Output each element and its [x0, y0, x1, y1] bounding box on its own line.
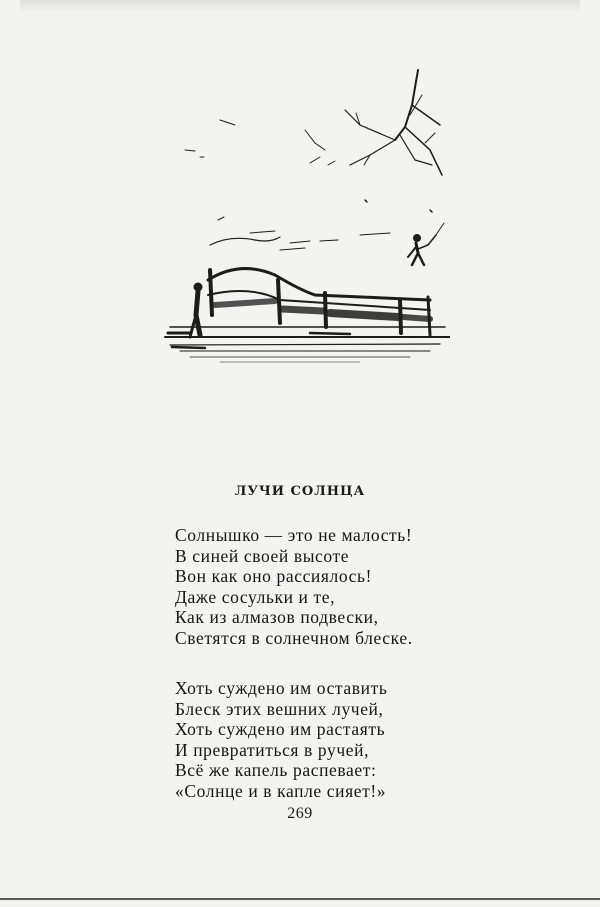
poem-line: Блеск этих вешних лучей, [175, 698, 384, 719]
poem-stanza-2 [175, 678, 387, 801]
poem-line: Даже сосульки и те, [175, 586, 336, 607]
poem-line: Всё же капель распевает: [175, 760, 377, 780]
page-number: 269 [287, 805, 313, 822]
poem-line: «Солнце и в капле сияет!» [175, 780, 387, 801]
poem-stanza-1 [175, 525, 413, 648]
poem-line: Вон как оно рассиялось! [175, 566, 373, 586]
poem-title: ЛУЧИ СОЛНЦА [234, 484, 366, 499]
poem-line: Светятся в солнечном блеске. [175, 627, 413, 648]
poem-line: В синей своей высоте [175, 545, 350, 566]
page-bottom-edge [0, 898, 600, 900]
poem-line: Солнышко — это не малость! [175, 525, 413, 545]
winter-bridge-sketch-icon [160, 65, 450, 365]
poem-line: И превратиться в ручей, [175, 739, 370, 760]
poem-line: Как из алмазов подвески, [175, 607, 379, 627]
page-top-shadow [20, 0, 580, 12]
poem-line: Хоть суждено им оставить [175, 678, 388, 698]
poem-line: Хоть суждено им растаять [175, 719, 386, 739]
